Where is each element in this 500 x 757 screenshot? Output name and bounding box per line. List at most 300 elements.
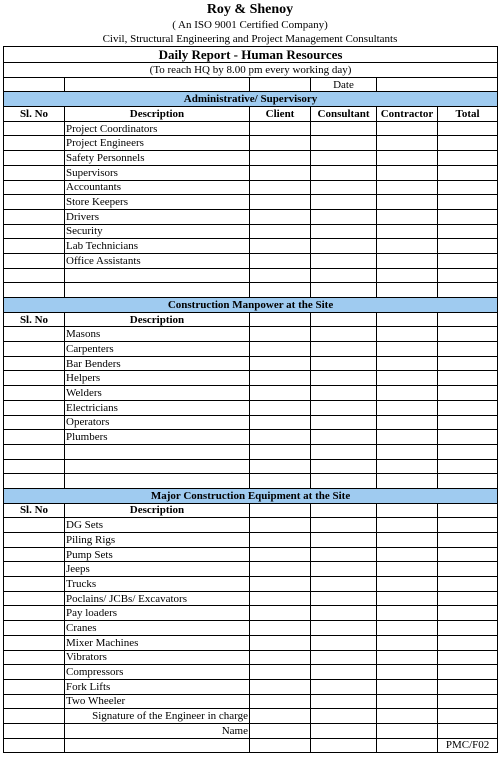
- client-cell[interactable]: [250, 518, 311, 533]
- consultant-cell[interactable]: [311, 665, 377, 680]
- description-cell: Two Wheeler: [65, 694, 250, 709]
- client-cell[interactable]: [250, 371, 311, 386]
- contractor-cell[interactable]: [377, 371, 438, 386]
- client-cell[interactable]: [250, 533, 311, 548]
- total-cell[interactable]: [438, 591, 498, 606]
- consultant-cell[interactable]: [311, 635, 377, 650]
- client-cell[interactable]: [250, 444, 311, 459]
- table-row: [4, 430, 498, 445]
- signature-field[interactable]: [377, 709, 438, 724]
- table-row: [4, 621, 498, 636]
- slno-cell[interactable]: [4, 356, 65, 371]
- name-field[interactable]: [250, 723, 311, 738]
- section-header-admin: [4, 92, 498, 107]
- contractor-cell[interactable]: [377, 444, 438, 459]
- client-cell[interactable]: [250, 591, 311, 606]
- column-header-contractor: Contractor: [377, 107, 438, 122]
- contractor-cell[interactable]: [377, 342, 438, 357]
- total-cell[interactable]: [438, 430, 498, 445]
- slno-cell[interactable]: [4, 650, 65, 665]
- slno-cell[interactable]: [4, 518, 65, 533]
- client-cell[interactable]: [250, 606, 311, 621]
- consultant-cell[interactable]: [311, 679, 377, 694]
- client-cell[interactable]: [250, 209, 311, 224]
- slno-cell[interactable]: [4, 327, 65, 342]
- signature-field[interactable]: [250, 709, 311, 724]
- client-cell[interactable]: [250, 356, 311, 371]
- form-header: [0, 0, 500, 46]
- client-cell[interactable]: [250, 562, 311, 577]
- client-cell[interactable]: [250, 621, 311, 636]
- consultant-cell[interactable]: [311, 121, 377, 136]
- blank-cell: [311, 738, 377, 753]
- total-cell[interactable]: [438, 151, 498, 166]
- total-cell[interactable]: [438, 386, 498, 401]
- table-row: [4, 253, 498, 268]
- column-header-blank: [377, 312, 438, 327]
- table-row: [4, 650, 498, 665]
- blank-cell: [377, 738, 438, 753]
- total-cell[interactable]: [438, 209, 498, 224]
- blank-cell: [250, 738, 311, 753]
- column-header-blank: [438, 503, 498, 518]
- consultant-cell[interactable]: [311, 694, 377, 709]
- table-row: [4, 459, 498, 474]
- name-field[interactable]: [311, 723, 377, 738]
- slno-cell[interactable]: [4, 577, 65, 592]
- blank-cell: [4, 723, 65, 738]
- client-cell[interactable]: [250, 577, 311, 592]
- description-cell: Pay loaders: [65, 606, 250, 621]
- column-header-blank: [250, 503, 311, 518]
- slno-cell[interactable]: [4, 430, 65, 445]
- client-cell[interactable]: [250, 459, 311, 474]
- total-cell[interactable]: [438, 253, 498, 268]
- total-cell[interactable]: [438, 180, 498, 195]
- description-cell: Supervisors: [65, 165, 250, 180]
- column-header-slno: Sl. No: [4, 312, 65, 327]
- consultant-cell[interactable]: [311, 342, 377, 357]
- contractor-cell[interactable]: [377, 430, 438, 445]
- description-cell: Store Keepers: [65, 195, 250, 210]
- column-header-slno: Sl. No: [4, 107, 65, 122]
- total-cell[interactable]: [438, 239, 498, 254]
- client-cell[interactable]: [250, 679, 311, 694]
- table-row: [4, 195, 498, 210]
- description-cell: Jeeps: [65, 562, 250, 577]
- slno-cell[interactable]: [4, 151, 65, 166]
- name-field[interactable]: [377, 723, 438, 738]
- description-cell: Bar Benders: [65, 356, 250, 371]
- description-cell: Helpers: [65, 371, 250, 386]
- total-cell[interactable]: [438, 415, 498, 430]
- consultant-cell[interactable]: [311, 371, 377, 386]
- column-header-description: Description: [65, 503, 250, 518]
- consultant-cell[interactable]: [311, 268, 377, 283]
- total-cell[interactable]: [438, 342, 498, 357]
- table-row: [4, 371, 498, 386]
- slno-cell[interactable]: [4, 224, 65, 239]
- column-header-row: [4, 503, 498, 518]
- slno-cell[interactable]: [4, 136, 65, 151]
- description-cell: Operators: [65, 415, 250, 430]
- client-cell[interactable]: [250, 342, 311, 357]
- total-cell[interactable]: [438, 694, 498, 709]
- report-title: Daily Report - Human Resources: [4, 47, 498, 63]
- contractor-cell[interactable]: [377, 253, 438, 268]
- total-cell[interactable]: [438, 224, 498, 239]
- client-cell[interactable]: [250, 650, 311, 665]
- contractor-cell[interactable]: [377, 195, 438, 210]
- consultant-cell[interactable]: [311, 577, 377, 592]
- client-cell[interactable]: [250, 136, 311, 151]
- description-cell: Project Engineers: [65, 136, 250, 151]
- contractor-cell[interactable]: [377, 679, 438, 694]
- contractor-cell[interactable]: [377, 650, 438, 665]
- table-row: [4, 562, 498, 577]
- column-header-row: [4, 107, 498, 122]
- table-row: [4, 121, 498, 136]
- total-cell[interactable]: [438, 400, 498, 415]
- description-cell: Accountants: [65, 180, 250, 195]
- instruction-text: (To reach HQ by 8.00 pm every working day): [4, 63, 498, 78]
- description-cell[interactable]: [65, 444, 250, 459]
- slno-cell[interactable]: [4, 283, 65, 298]
- slno-cell[interactable]: [4, 444, 65, 459]
- contractor-cell[interactable]: [377, 459, 438, 474]
- consultant-cell[interactable]: [311, 444, 377, 459]
- contractor-cell[interactable]: [377, 591, 438, 606]
- client-cell[interactable]: [250, 547, 311, 562]
- total-cell[interactable]: [438, 268, 498, 283]
- client-cell[interactable]: [250, 239, 311, 254]
- client-cell[interactable]: [250, 694, 311, 709]
- contractor-cell[interactable]: [377, 136, 438, 151]
- column-header-consultant: Consultant: [311, 107, 377, 122]
- column-header-blank: [438, 312, 498, 327]
- certification-line: ( An ISO 9001 Certified Company): [172, 19, 328, 31]
- client-cell[interactable]: [250, 635, 311, 650]
- consultant-cell[interactable]: [311, 253, 377, 268]
- description-cell: Fork Lifts: [65, 679, 250, 694]
- table-row: [4, 474, 498, 489]
- contractor-cell[interactable]: [377, 386, 438, 401]
- description-cell: Masons: [65, 327, 250, 342]
- client-cell[interactable]: [250, 165, 311, 180]
- contractor-cell[interactable]: [377, 180, 438, 195]
- consultant-cell[interactable]: [311, 151, 377, 166]
- total-cell[interactable]: [438, 474, 498, 489]
- description-cell: Electricians: [65, 400, 250, 415]
- section-title: Construction Manpower at the Site: [4, 298, 498, 313]
- contractor-cell[interactable]: [377, 415, 438, 430]
- description-cell: Compressors: [65, 665, 250, 680]
- consultant-cell[interactable]: [311, 356, 377, 371]
- blank-cell: [65, 77, 250, 92]
- client-cell[interactable]: [250, 415, 311, 430]
- slno-cell[interactable]: [4, 591, 65, 606]
- total-cell[interactable]: [438, 283, 498, 298]
- column-header-client: Client: [250, 107, 311, 122]
- consultant-cell[interactable]: [311, 430, 377, 445]
- consultant-cell[interactable]: [311, 327, 377, 342]
- description-cell[interactable]: [65, 474, 250, 489]
- total-cell[interactable]: [438, 444, 498, 459]
- consultant-cell[interactable]: [311, 239, 377, 254]
- contractor-cell[interactable]: [377, 518, 438, 533]
- consultant-cell[interactable]: [311, 606, 377, 621]
- slno-cell[interactable]: [4, 400, 65, 415]
- client-cell[interactable]: [250, 430, 311, 445]
- table-row: [4, 209, 498, 224]
- client-cell[interactable]: [250, 180, 311, 195]
- consultant-cell[interactable]: [311, 400, 377, 415]
- contractor-cell[interactable]: [377, 474, 438, 489]
- slno-cell[interactable]: [4, 386, 65, 401]
- client-cell[interactable]: [250, 224, 311, 239]
- date-field[interactable]: [377, 77, 498, 92]
- column-header-blank: [311, 503, 377, 518]
- total-cell[interactable]: [438, 371, 498, 386]
- table-row: [4, 342, 498, 357]
- slno-cell[interactable]: [4, 533, 65, 548]
- description-cell[interactable]: [65, 459, 250, 474]
- table-row: [4, 547, 498, 562]
- consultant-cell[interactable]: [311, 209, 377, 224]
- slno-cell[interactable]: [4, 121, 65, 136]
- contractor-cell[interactable]: [377, 239, 438, 254]
- table-row: [4, 577, 498, 592]
- contractor-cell[interactable]: [377, 121, 438, 136]
- total-cell[interactable]: [438, 136, 498, 151]
- contractor-cell[interactable]: [377, 327, 438, 342]
- table-row: [4, 591, 498, 606]
- contractor-cell[interactable]: [377, 533, 438, 548]
- contractor-cell[interactable]: [377, 606, 438, 621]
- slno-cell[interactable]: [4, 547, 65, 562]
- table-row: [4, 239, 498, 254]
- column-header-row: [4, 312, 498, 327]
- consultant-cell[interactable]: [311, 518, 377, 533]
- description-cell: Poclains/ JCBs/ Excavators: [65, 591, 250, 606]
- consultant-cell[interactable]: [311, 195, 377, 210]
- table-row: [4, 136, 498, 151]
- contractor-cell[interactable]: [377, 165, 438, 180]
- description-cell: Piling Rigs: [65, 533, 250, 548]
- consultant-cell[interactable]: [311, 621, 377, 636]
- signature-row: [4, 709, 498, 724]
- table-row: [4, 679, 498, 694]
- slno-cell[interactable]: [4, 165, 65, 180]
- column-header-description: Description: [65, 312, 250, 327]
- total-cell[interactable]: [438, 547, 498, 562]
- description-cell[interactable]: [65, 268, 250, 283]
- description-cell: Carpenters: [65, 342, 250, 357]
- description-cell: Security: [65, 224, 250, 239]
- description-cell: Project Coordinators: [65, 121, 250, 136]
- table-row: [4, 606, 498, 621]
- total-cell[interactable]: [438, 327, 498, 342]
- total-cell[interactable]: [438, 635, 498, 650]
- client-cell[interactable]: [250, 474, 311, 489]
- slno-cell[interactable]: [4, 415, 65, 430]
- table-row: [4, 444, 498, 459]
- consultant-cell[interactable]: [311, 180, 377, 195]
- contractor-cell[interactable]: [377, 577, 438, 592]
- consultant-cell[interactable]: [311, 533, 377, 548]
- services-line: Civil, Structural Engineering and Project Management Consultants: [102, 33, 398, 45]
- signature-label: Signature of the Engineer in charge: [65, 709, 250, 724]
- blank-cell: [65, 738, 250, 753]
- total-cell[interactable]: [438, 533, 498, 548]
- table-row: [4, 224, 498, 239]
- table-row: [4, 180, 498, 195]
- contractor-cell[interactable]: [377, 694, 438, 709]
- table-row: [4, 518, 498, 533]
- description-cell: Mixer Machines: [65, 635, 250, 650]
- slno-cell[interactable]: [4, 239, 65, 254]
- consultant-cell[interactable]: [311, 415, 377, 430]
- table-row: [4, 327, 498, 342]
- slno-cell[interactable]: [4, 474, 65, 489]
- description-cell: DG Sets: [65, 518, 250, 533]
- client-cell[interactable]: [250, 195, 311, 210]
- contractor-cell[interactable]: [377, 400, 438, 415]
- contractor-cell[interactable]: [377, 356, 438, 371]
- total-cell[interactable]: [438, 679, 498, 694]
- slno-cell[interactable]: [4, 679, 65, 694]
- total-cell[interactable]: [438, 518, 498, 533]
- slno-cell[interactable]: [4, 621, 65, 636]
- table-row: [4, 400, 498, 415]
- contractor-cell[interactable]: [377, 283, 438, 298]
- description-cell: Safety Personnels: [65, 151, 250, 166]
- slno-cell[interactable]: [4, 209, 65, 224]
- consultant-cell[interactable]: [311, 283, 377, 298]
- total-cell[interactable]: [438, 121, 498, 136]
- column-header-blank: [250, 312, 311, 327]
- slno-cell[interactable]: [4, 635, 65, 650]
- client-cell[interactable]: [250, 121, 311, 136]
- total-cell[interactable]: [438, 165, 498, 180]
- contractor-cell[interactable]: [377, 547, 438, 562]
- client-cell[interactable]: [250, 400, 311, 415]
- consultant-cell[interactable]: [311, 547, 377, 562]
- client-cell[interactable]: [250, 386, 311, 401]
- consultant-cell[interactable]: [311, 474, 377, 489]
- total-cell[interactable]: [438, 195, 498, 210]
- slno-cell[interactable]: [4, 371, 65, 386]
- table-row: [4, 415, 498, 430]
- description-cell: Trucks: [65, 577, 250, 592]
- description-cell: Office Assistants: [65, 253, 250, 268]
- slno-cell[interactable]: [4, 195, 65, 210]
- slno-cell[interactable]: [4, 562, 65, 577]
- client-cell[interactable]: [250, 283, 311, 298]
- contractor-cell[interactable]: [377, 224, 438, 239]
- consultant-cell[interactable]: [311, 224, 377, 239]
- client-cell[interactable]: [250, 253, 311, 268]
- total-cell[interactable]: [438, 621, 498, 636]
- slno-cell[interactable]: [4, 253, 65, 268]
- table-row: [4, 635, 498, 650]
- total-cell[interactable]: [438, 459, 498, 474]
- contractor-cell[interactable]: [377, 151, 438, 166]
- total-cell[interactable]: [438, 650, 498, 665]
- slno-cell[interactable]: [4, 268, 65, 283]
- consultant-cell[interactable]: [311, 136, 377, 151]
- contractor-cell[interactable]: [377, 268, 438, 283]
- column-header-slno: Sl. No: [4, 503, 65, 518]
- description-cell: Lab Technicians: [65, 239, 250, 254]
- consultant-cell[interactable]: [311, 562, 377, 577]
- daily-report-table: [3, 46, 498, 753]
- section-header-equipment: [4, 488, 498, 503]
- description-cell: Pump Sets: [65, 547, 250, 562]
- section-title: Administrative/ Supervisory: [4, 92, 498, 107]
- consultant-cell[interactable]: [311, 650, 377, 665]
- slno-cell[interactable]: [4, 665, 65, 680]
- client-cell[interactable]: [250, 268, 311, 283]
- description-cell[interactable]: [65, 283, 250, 298]
- contractor-cell[interactable]: [377, 621, 438, 636]
- contractor-cell[interactable]: [377, 209, 438, 224]
- total-cell[interactable]: [438, 577, 498, 592]
- section-header-manpower: [4, 298, 498, 313]
- company-name: Roy & Shenoy: [206, 2, 294, 17]
- slno-cell[interactable]: [4, 606, 65, 621]
- description-cell: Drivers: [65, 209, 250, 224]
- contractor-cell[interactable]: [377, 665, 438, 680]
- blank-cell: [4, 709, 65, 724]
- table-row: [4, 386, 498, 401]
- consultant-cell[interactable]: [311, 165, 377, 180]
- consultant-cell[interactable]: [311, 386, 377, 401]
- slno-cell[interactable]: [4, 459, 65, 474]
- signature-field[interactable]: [438, 709, 498, 724]
- name-label: Name: [65, 723, 250, 738]
- client-cell[interactable]: [250, 327, 311, 342]
- section-title: Major Construction Equipment at the Site: [4, 488, 498, 503]
- column-header-total: Total: [438, 107, 498, 122]
- total-cell[interactable]: [438, 356, 498, 371]
- total-cell[interactable]: [438, 665, 498, 680]
- table-row: [4, 356, 498, 371]
- slno-cell[interactable]: [4, 180, 65, 195]
- contractor-cell[interactable]: [377, 562, 438, 577]
- slno-cell[interactable]: [4, 694, 65, 709]
- total-cell[interactable]: [438, 606, 498, 621]
- column-header-blank: [377, 503, 438, 518]
- blank-cell: [250, 77, 311, 92]
- contractor-cell[interactable]: [377, 635, 438, 650]
- consultant-cell[interactable]: [311, 459, 377, 474]
- table-row: [4, 533, 498, 548]
- table-row: [4, 268, 498, 283]
- blank-cell: [4, 738, 65, 753]
- table-row: [4, 165, 498, 180]
- signature-field[interactable]: [311, 709, 377, 724]
- slno-cell[interactable]: [4, 342, 65, 357]
- total-cell[interactable]: [438, 562, 498, 577]
- client-cell[interactable]: [250, 151, 311, 166]
- name-field[interactable]: [438, 723, 498, 738]
- table-row: [4, 151, 498, 166]
- table-row: [4, 694, 498, 709]
- description-cell: Vibrators: [65, 650, 250, 665]
- consultant-cell[interactable]: [311, 591, 377, 606]
- client-cell[interactable]: [250, 665, 311, 680]
